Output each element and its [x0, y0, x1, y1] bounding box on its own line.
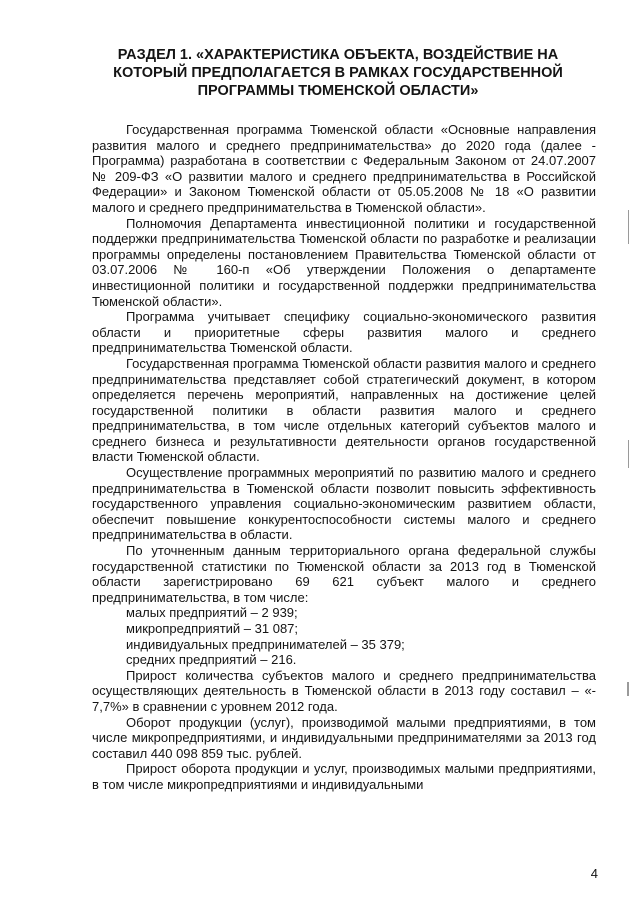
- statistics-list: [92, 605, 596, 667]
- section-heading: РАЗДЕЛ 1. «ХАРАКТЕРИСТИКА ОБЪЕКТА, ВОЗДЕЙСТВИЕ НА КОТОРЫЙ ПРЕДПОЛАГАЕТСЯ В РАМКАХ ГОСУДАРСТВЕННОЙ ПРОГРАММЫ ТЮМЕНСКОЙ ОБЛАСТИ»: [113, 47, 563, 99]
- body-paragraph: Государственная программа Тюменской области развития малого и среднего предпринимательства представляет собой стратегический документ, в котором определяется перечень мероприятий, направленных на достижение целей государственной политики в области развития малого и среднего предпринимательства, в том числе отдельных категорий субъектов малого и среднего бизнеса и результативности деятельности органов государственной власти Тюменской области.: [92, 355, 596, 465]
- body-paragraph: По уточненным данным территориального органа федеральной службы государственной статистики по Тюменской области за 2013 год в Тюменской области зарегистрировано 69 621 субъект малого и среднего предпринимательства, в том числе:: [92, 543, 596, 605]
- body-paragraph: Программа учитывает специфику социально-экономического развития области и приоритетные сферы развития малого и среднего предпринимательства Тюменской области.: [92, 309, 596, 356]
- list-item: средних предприятий – 216.: [126, 652, 297, 668]
- body-paragraph: Оборот продукции (услуг), производимой малыми предприятиями, в том числе микропредприятиями, и индивидуальными предпринимателями за 2013 год составил 440 098 859 тыс. рублей.: [92, 714, 596, 761]
- scan-mark: [628, 440, 629, 468]
- document-body: [92, 122, 596, 793]
- body-paragraph: Государственная программа Тюменской области «Основные направления развития малого и среднего предпринимательства» до 2020 года (далее - Программа) разработана в соответствии с Федеральным Законом от 24.07.2007 № 209-ФЗ «О развитии малого и среднего предпринимательства в Российской Федерации» и Законом Тюменской области от 05.05.2008 № 18 «О развитии малого и среднего предпринимательства в Тюменской области».: [92, 122, 596, 215]
- scan-mark: [628, 210, 629, 244]
- body-paragraph: Полномочия Департамента инвестиционной политики и государственной поддержки предпринимательства Тюменской области по разработке и реализации программы определены постановлением Правительства Тюменской области от 03.07.2006 № 160-п «Об утверждении Положения о департаменте инвестиционной политики и государственной поддержки предпринимательства Тюменской области».: [92, 215, 596, 309]
- body-paragraph: Прирост оборота продукции и услуг, производимых малыми предприятиями, в том числе микропредприятиями и индивидуальными: [92, 761, 596, 792]
- body-paragraph: Осуществление программных мероприятий по развитию малого и среднего предпринимательства в Тюменской области позволит повысить эффективность государственного управления социально-экономическим развитием области, обеспечит повышение конкурентоспособности системы малого и среднего предпринимательства в области.: [92, 465, 596, 543]
- body-paragraph: Прирост количества субъектов малого и среднего предпринимательства осуществляющих деятельность в Тюменской области в 2013 году составил – «- 7,7%» в сравнении с уровнем 2012 года.: [92, 667, 596, 714]
- scan-mark: [627, 682, 629, 696]
- list-item: индивидуальных предпринимателей – 35 379;: [126, 636, 405, 652]
- list-item: малых предприятий – 2 939;: [126, 605, 298, 621]
- page-number: 4: [590, 866, 598, 881]
- list-item: микропредприятий – 31 087;: [126, 621, 299, 636]
